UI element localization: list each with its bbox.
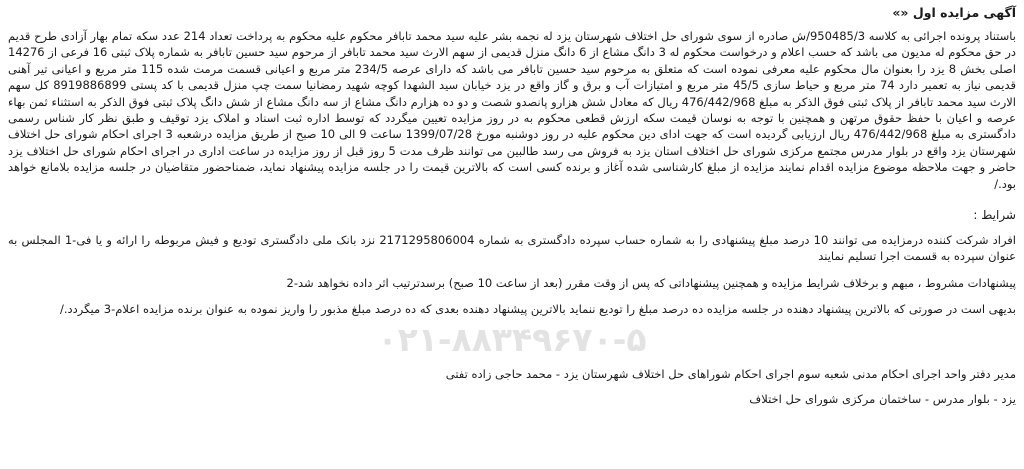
signature-line: مدیر دفتر واحد اجرای احکام مدنی شعبه سوم اجرای احکام شوراهای حل اختلاف شهرستان یزد - محمد حاجی زاده تفتی (445, 366, 1016, 381)
conditions-heading: شرایط : (973, 208, 1016, 223)
address-line: یزد - بلوار مدرس - ساختمان مرکزی شورای حل اختلاف (749, 391, 1016, 406)
condition-item-1: افراد شرکت کننده درمزایده می توانند 10 درصد مبلغ پیشنهادی را به شماره حساب سپرده دادگستری به شماره 2171295806004 نزد بانک ملی دادگستری تودیع و فیش مربوطه را ارائه و یا فی-1 المجلس به عنوان سپرده به قسمت اجرا تسلیم نمایند (8, 233, 1016, 264)
condition-item-3: بدیهی است در صورتی که بالاترین پیشنهاد دهنده در جلسه مزایده ده درصد مبلغ را تودیع ننماید بالاترین پیشنهاد دهنده بعدی که ده درصد مبلغ مذبور را واریز نموده به عنوان برنده مزایده اعلام-3 میگردد./ (60, 302, 1016, 317)
notice-title: آگهی مزایده اول «» (892, 5, 1016, 20)
phone-watermark: ۰۲۱-۸۸۳۴۹۶۷۰-۵ (377, 319, 647, 359)
condition-item-2: پیشنهادات مشروط ، مبهم و برخلاف شرایط مزایده و همچنین پیشنهاداتی که پس از وقت مقرر (بعد از ساعت 10 صبح) برسدترتیب اثر داده نخواهد شد-2 (286, 275, 1016, 290)
notice-body: باستناد پرونده اجرائی به کلاسه 950485/3/ش صادره از سوی شورای حل اختلاف شهرستان یزد له نجمه بشر علیه سید محمد تابافر محکوم علیه محکوم به پرداخت تعداد 214 عدد سکه تمام بهار آزادی طرح قدیم در حق محکوم له مدیون می باشد که حسب اعلام و درخواست محکوم له 3 دانگ مشاع از 6 دانگ منزل قدیمی از سهم الارث سید محمد تابافر از مرحوم سید حسین تابافر به شماره پلاک ثبتی 16 فرعی از 14276 اصلی بخش 8 یزد را بعنوان مال محکوم علیه معرفی نموده است که متعلق به مرحوم سید حسین تابافر می باشد که دارای عرصه 234/5 متر مربع و اعیانی قسمت مرمت شده 115 متر مربع و اعیانی تیر آهنی قدیمی نیاز به تعمیر دارد 74 متر مربع و حیاط سازی 45/5 متر مربع و امتیازات آب و برق و گاز واقع در یزد خیابان سید الشهدا کوچه شهید رمضانیا سمت چپ منزل قدیمی با کد پستی 8919886899 کل سهم الارث سید محمد تابافر از پلاک ثبتی فوق الذکر به مبلغ 476/442/968 ریال که معادل شش هزارو پانصدو شصت و دو ده هزارم دانگ مشاع از سه دانگ مشاع از شش دانگ پلاک ثبتی فوق الذکر به استثناء ثمن بهاء عرصه و اعیان با حفظ حقوق مرتهن و همچنین با توجه به نوسان قیمت سکه ارزش قطعی محکوم به در روز مزایده تعیین میگردد که توسط اداره ثبت اسناد و املاک یزد توقیف و طبق نظر کار شناس رسمی دادگستری به مبلغ 476/442/968 ریال ارزیابی گردیده است که جهت ادای دین محکوم علیه در روز دوشنبه مورخ 1399/07/28 ساعت 9 الی 10 صبح از طریق مزایده درشعبه 3 اجرای احکام شورای حل اختلاف شهرستان یزد واقع در بلوار مدرس مجتمع مرکزی شورای حل اختلاف استان یزد به فروش می رسد طالبین می توانند ظرف مدت 5 روز قبل از روز مزایده در ساعت اداری در اجرای احکام شورای حل اختلاف یزد حاضر و جهت ملاحظه موضوع مزایده اقدام نمایند مزایده از مبلغ کارشناسی شده آغاز و برنده کسی است که بالاترین قیمت را در جلسه مزایده پیشنهاد نماید، ضمناحضور متقاضیان در جلسه مزایده بلامانع خواهد بود./ (8, 29, 1017, 191)
